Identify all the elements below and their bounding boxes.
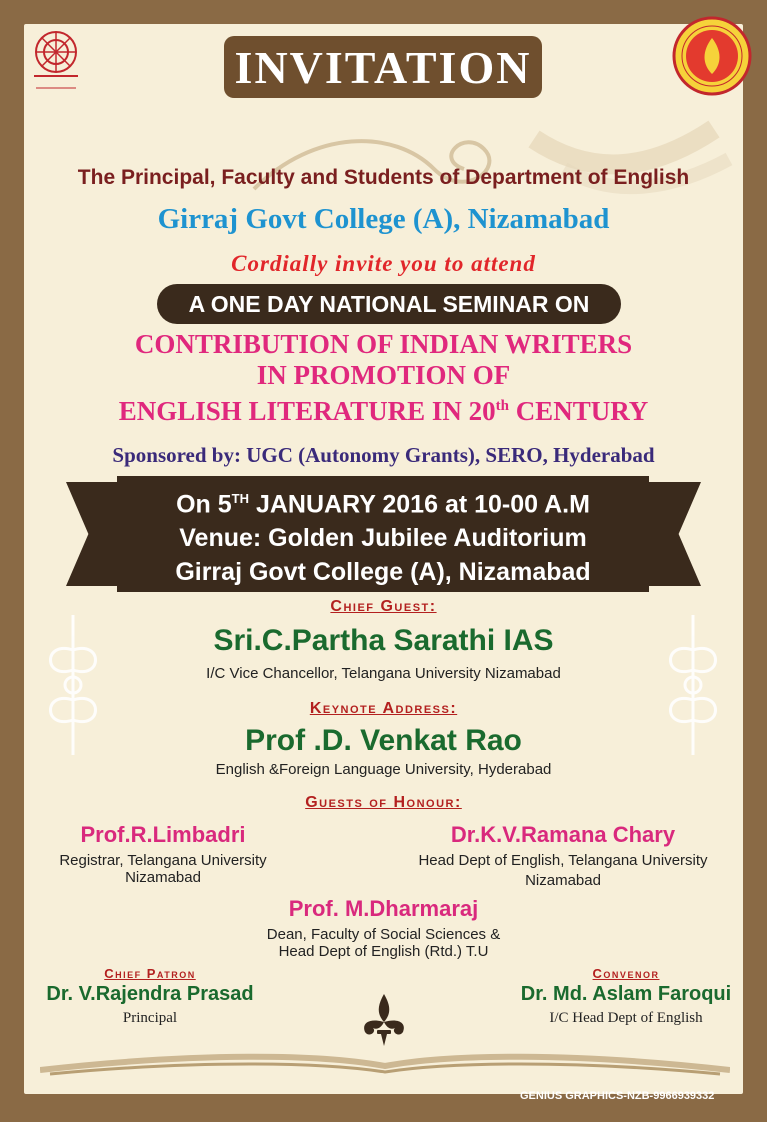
event-place: Girraj Govt College (A), Nizamabad	[175, 558, 591, 587]
guest-1-desc-2: Nizamabad	[125, 869, 201, 886]
guest-3-desc-2: Head Dept of English (Rtd.) T.U	[278, 943, 489, 960]
keynote-desc: English &Foreign Language University, Hyderabad	[215, 761, 552, 778]
guest-1-desc-1: Registrar, Telangana University	[59, 852, 267, 869]
event-details-box	[117, 476, 649, 592]
seminar-topic	[0, 329, 767, 427]
chief-patron-role: Principal	[122, 1010, 178, 1026]
college-seal-icon	[672, 16, 752, 96]
sponsor-line: Sponsored by: UGC (Autonomy Grants), SERO, Hyderabad	[112, 443, 655, 467]
topic-line-2: IN PROMOTION OF	[256, 360, 511, 390]
chief-guest-heading: Chief Guest:	[330, 598, 437, 615]
convenor-role: I/C Head Dept of English	[549, 1010, 703, 1026]
guest-2-name: Dr.K.V.Ramana Chary	[450, 822, 676, 847]
seminar-banner-text: A ONE DAY NATIONAL SEMINAR ON	[188, 290, 590, 317]
seminar-banner	[157, 284, 621, 324]
topic-line-3: ENGLISH LITERATURE IN 20th CENTURY	[118, 396, 649, 426]
credit-line: GENIUS GRAPHICS-NZB-9966939332	[520, 1090, 715, 1102]
invitation-title: INVITATION	[234, 41, 532, 93]
open-book-base-icon	[40, 1040, 730, 1076]
convenor-name: Dr. Md. Aslam Faroqui	[520, 983, 732, 1005]
chief-patron-heading: Chief Patron	[104, 966, 196, 981]
ugc-logo-icon	[16, 24, 96, 96]
event-date: On 5TH JANUARY 2016 at 10-00 A.M	[176, 490, 590, 519]
guest-3-name: Prof. M.Dharmaraj	[288, 896, 479, 921]
guest-2	[398, 822, 728, 889]
chief-patron-name: Dr. V.Rajendra Prasad	[46, 983, 254, 1005]
hosts-line: The Principal, Faculty and Students of Department of English	[77, 166, 690, 189]
guests-heading: Guests of Honour:	[305, 794, 462, 811]
guest-3	[0, 896, 767, 960]
keynote-heading: Keynote Address:	[309, 700, 458, 717]
chief-guest-name: Sri.C.Partha Sarathi IAS	[213, 624, 554, 657]
guest-3-desc-1: Dean, Faculty of Social Sciences &	[266, 926, 501, 943]
invite-line: Cordially invite you to attend	[231, 251, 536, 276]
chief-patron	[40, 966, 260, 1027]
chief-guest-desc: I/C Vice Chancellor, Telangana University Nizamabad	[206, 665, 561, 682]
convenor	[508, 966, 744, 1027]
guest-2-desc-1: Head Dept of English, Telangana University	[418, 852, 708, 869]
college-name: Girraj Govt College (A), Nizamabad	[157, 203, 610, 235]
guest-2-desc-2: Nizamabad	[525, 872, 601, 889]
topic-line-1: CONTRIBUTION OF INDIAN WRITERS	[134, 329, 633, 359]
invitation-title-box	[224, 36, 542, 98]
guest-1	[28, 822, 298, 886]
convenor-heading: Convenor	[592, 966, 660, 981]
guest-1-name: Prof.R.Limbadri	[80, 822, 246, 847]
event-venue: Venue: Golden Jubilee Auditorium	[179, 524, 587, 553]
keynote-name: Prof .D. Venkat Rao	[245, 724, 522, 757]
